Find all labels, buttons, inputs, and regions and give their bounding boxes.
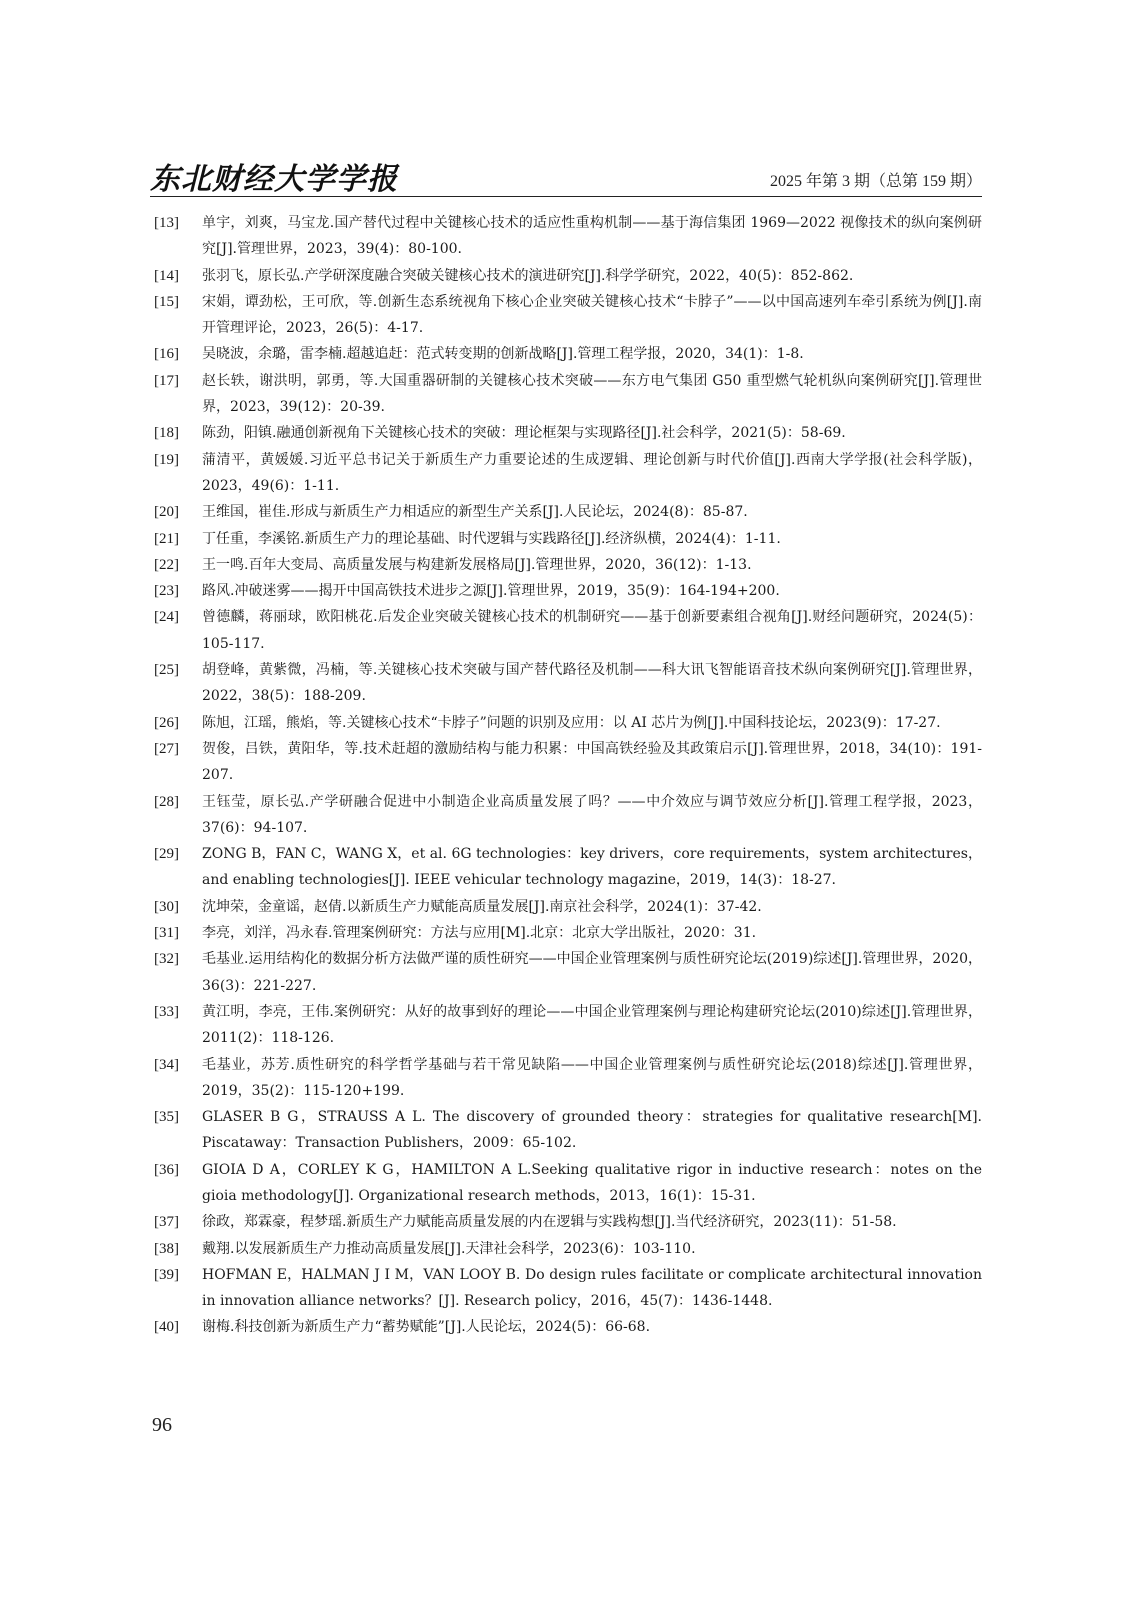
reference-item (150, 710, 982, 736)
reference-number: [21] (154, 530, 179, 547)
reference-item (150, 946, 982, 999)
reference-text: 谢梅.科技创新为新质生产力“蓄势赋能”[J].人民论坛，2024(5)：66-68. (202, 1319, 651, 1336)
reference-text: HOFMAN E，HALMAN J I M，VAN LOOY B. Do design rules facilitate or complicate architectural innovation in innovation alliance networks？[J]. Research policy，2016，45(7)：1436-1448. (202, 1266, 982, 1310)
reference-text: 单宇，刘爽，马宝龙.国产替代过程中关键核心技术的适应性重构机制——基于海信集团 1969—2022 视像技术的纵向案例研究[J].管理世界，2023，39(4)：80-100. (202, 215, 982, 258)
reference-text: ZONG B，FAN C，WANG X，et al. 6G technologies：key drivers，core requirements，system architectures，and enabling technologies[J]. IEEE vehicular technology magazine，2019，14(3)：18-27. (202, 846, 982, 889)
reference-number: [31] (154, 925, 179, 942)
reference-number: [28] (154, 793, 179, 810)
reference-item (150, 526, 982, 552)
reference-text: 毛基业，苏芳.质性研究的科学哲学基础与若干常见缺陷——中国企业管理案例与质性研究论坛(2018)综述[J].管理世界，2019，35(2)：115-120+199. (202, 1056, 982, 1099)
reference-item (150, 263, 982, 289)
reference-number: [26] (154, 714, 179, 731)
reference-item (150, 894, 982, 920)
reference-text: 王钰莹，原长弘.产学研融合促进中小制造企业高质量发展了吗？——中介效应与调节效应分析[J].管理工程学报，2023，37(6)：94-107. (202, 793, 982, 836)
reference-text: 宋娟，谭劲松，王可欣，等.创新生态系统视角下核心企业突破关键核心技术“卡脖子”——以中国高速列车牵引系统为例[J].南开管理评论，2023，26(5)：4-17. (202, 293, 982, 337)
reference-number: [40] (154, 1319, 179, 1336)
reference-item (150, 1052, 982, 1105)
reference-item (150, 578, 982, 604)
reference-number: [27] (154, 740, 179, 757)
reference-text: 路风.冲破迷雾——揭开中国高铁技术进步之源[J].管理世界，2019，35(9)：164-194+200. (202, 583, 780, 600)
reference-number: [25] (154, 662, 179, 679)
reference-text: 陈旭，江瑶，熊焰，等.关键核心技术“卡脖子”问题的识别及应用：以 AI 芯片为例[J].中国科技论坛，2023(9)：17-27. (202, 714, 941, 731)
reference-number: [35] (154, 1109, 179, 1126)
reference-item (150, 210, 982, 263)
reference-number: [32] (154, 951, 179, 968)
reference-text: 王维国，崔佳.形成与新质生产力相适应的新型生产关系[J].人民论坛，2024(8)：85-87. (202, 504, 748, 521)
page-header (150, 154, 982, 197)
reference-number: [38] (154, 1240, 179, 1257)
reference-item (150, 289, 982, 342)
reference-number: [29] (154, 846, 179, 863)
reference-number: [19] (154, 451, 179, 468)
header-rule (150, 196, 982, 197)
reference-item (150, 447, 982, 500)
reference-item (150, 1157, 982, 1210)
reference-number: [13] (154, 215, 179, 231)
reference-number: [14] (154, 267, 179, 284)
reference-number: [24] (154, 609, 179, 626)
reference-text: 赵长轶，谢洪明，郭勇，等.大国重器研制的关键核心技术突破——东方电气集团 G50 重型燃气轮机纵向案例研究[J].管理世界，2023，39(12)：20-39. (202, 372, 982, 416)
reference-number: [20] (154, 504, 179, 521)
reference-item (150, 841, 982, 894)
reference-item (150, 1104, 982, 1157)
reference-item (150, 368, 982, 421)
reference-text: 毛基业.运用结构化的数据分析方法做严谨的质性研究——中国企业管理案例与质性研究论坛(2019)综述[J].管理世界，2020，36(3)：221-227. (202, 951, 982, 994)
reference-number: [39] (154, 1266, 179, 1283)
reference-text: 徐政，郑霖豪，程梦瑶.新质生产力赋能高质量发展的内在逻辑与实践构想[J].当代经济研究，2023(11)：51-58. (202, 1214, 897, 1231)
reference-item (150, 736, 982, 789)
reference-item (150, 341, 982, 367)
reference-text: 曾德麟，蒋丽球，欧阳桃花.后发企业突破关键核心技术的机制研究——基于创新要素组合视角[J].财经问题研究，2024(5)：105-117. (202, 609, 982, 652)
reference-item (150, 499, 982, 525)
reference-text: GIOIA D A，CORLEY K G，HAMILTON A L.Seeking qualitative rigor in inductive research：notes on the gioia methodology[J]. Organizational research methods，2013，16(1)：15-31. (202, 1161, 982, 1204)
reference-text: 丁任重，李溪铭.新质生产力的理论基础、时代逻辑与实践路径[J].经济纵横，2024(4)：1-11. (202, 530, 781, 547)
reference-number: [18] (154, 425, 179, 442)
reference-item (150, 920, 982, 946)
reference-text: 戴翔.以发展新质生产力推动高质量发展[J].天津社会科学，2023(6)：103-110. (202, 1240, 696, 1257)
reference-text: 蒲清平，黄媛媛.习近平总书记关于新质生产力重要论述的生成逻辑、理论创新与时代价值[J].西南大学学报(社会科学版)，2023，49(6)：1-11. (202, 451, 982, 494)
reference-number: [22] (154, 556, 179, 573)
reference-text: 张羽飞，原长弘.产学研深度融合突破关键核心技术的演进研究[J].科学学研究，2022，40(5)：852-862. (202, 267, 854, 284)
reference-item (150, 604, 982, 657)
reference-item (150, 420, 982, 446)
reference-item (150, 657, 982, 710)
reference-number: [17] (154, 372, 179, 389)
issue-info: 2025 年第 3 期（总第 159 期） (769, 173, 982, 190)
reference-number: [33] (154, 1003, 179, 1020)
reference-number: [15] (154, 293, 179, 310)
reference-item (150, 789, 982, 842)
journal-title: 东北财经大学学报 (150, 162, 398, 197)
reference-item (150, 999, 982, 1052)
reference-number: [34] (154, 1056, 179, 1073)
reference-item (150, 1262, 982, 1315)
page-number: 96 (152, 1414, 172, 1436)
reference-number: [36] (154, 1161, 179, 1178)
reference-item (150, 1236, 982, 1262)
reference-text: 王一鸣.百年大变局、高质量发展与构建新发展格局[J].管理世界，2020，36(12)：1-13. (202, 556, 752, 573)
reference-item (150, 1314, 982, 1340)
reference-number: [30] (154, 898, 179, 915)
reference-text: GLASER B G，STRAUSS A L. The discovery of grounded theory：strategies for qualitative research[M]. Piscataway：Transaction Publishers，2009：65-102. (202, 1109, 982, 1152)
reference-text: 黄江明，李亮，王伟.案例研究：从好的故事到好的理论——中国企业管理案例与理论构建研究论坛(2010)综述[J].管理世界，2011(2)：118-126. (202, 1003, 982, 1047)
reference-list (150, 210, 982, 1341)
reference-number: [23] (154, 583, 179, 600)
reference-text: 陈劲，阳镇.融通创新视角下关键核心技术的突破：理论框架与实现路径[J].社会科学，2021(5)：58-69. (202, 425, 846, 442)
reference-text: 贺俊，吕铁，黄阳华，等.技术赶超的激励结构与能力积累：中国高铁经验及其政策启示[J].管理世界，2018，34(10)：191-207. (202, 740, 982, 784)
reference-item (150, 552, 982, 578)
reference-number: [16] (154, 346, 179, 363)
reference-number: [37] (154, 1214, 179, 1231)
reference-text: 吴晓波，余璐，雷李楠.超越追赶：范式转变期的创新战略[J].管理工程学报，2020，34(1)：1-8. (202, 346, 804, 363)
reference-text: 胡登峰，黄紫微，冯楠，等.关键核心技术突破与国产替代路径及机制——科大讯飞智能语音技术纵向案例研究[J].管理世界，2022，38(5)：188-209. (202, 662, 982, 705)
reference-item (150, 1209, 982, 1235)
reference-text: 沈坤荣，金童谣，赵倩.以新质生产力赋能高质量发展[J].南京社会科学，2024(1)：37-42. (202, 898, 762, 915)
reference-text: 李亮，刘洋，冯永春.管理案例研究：方法与应用[M].北京：北京大学出版社，2020：31. (202, 925, 757, 942)
